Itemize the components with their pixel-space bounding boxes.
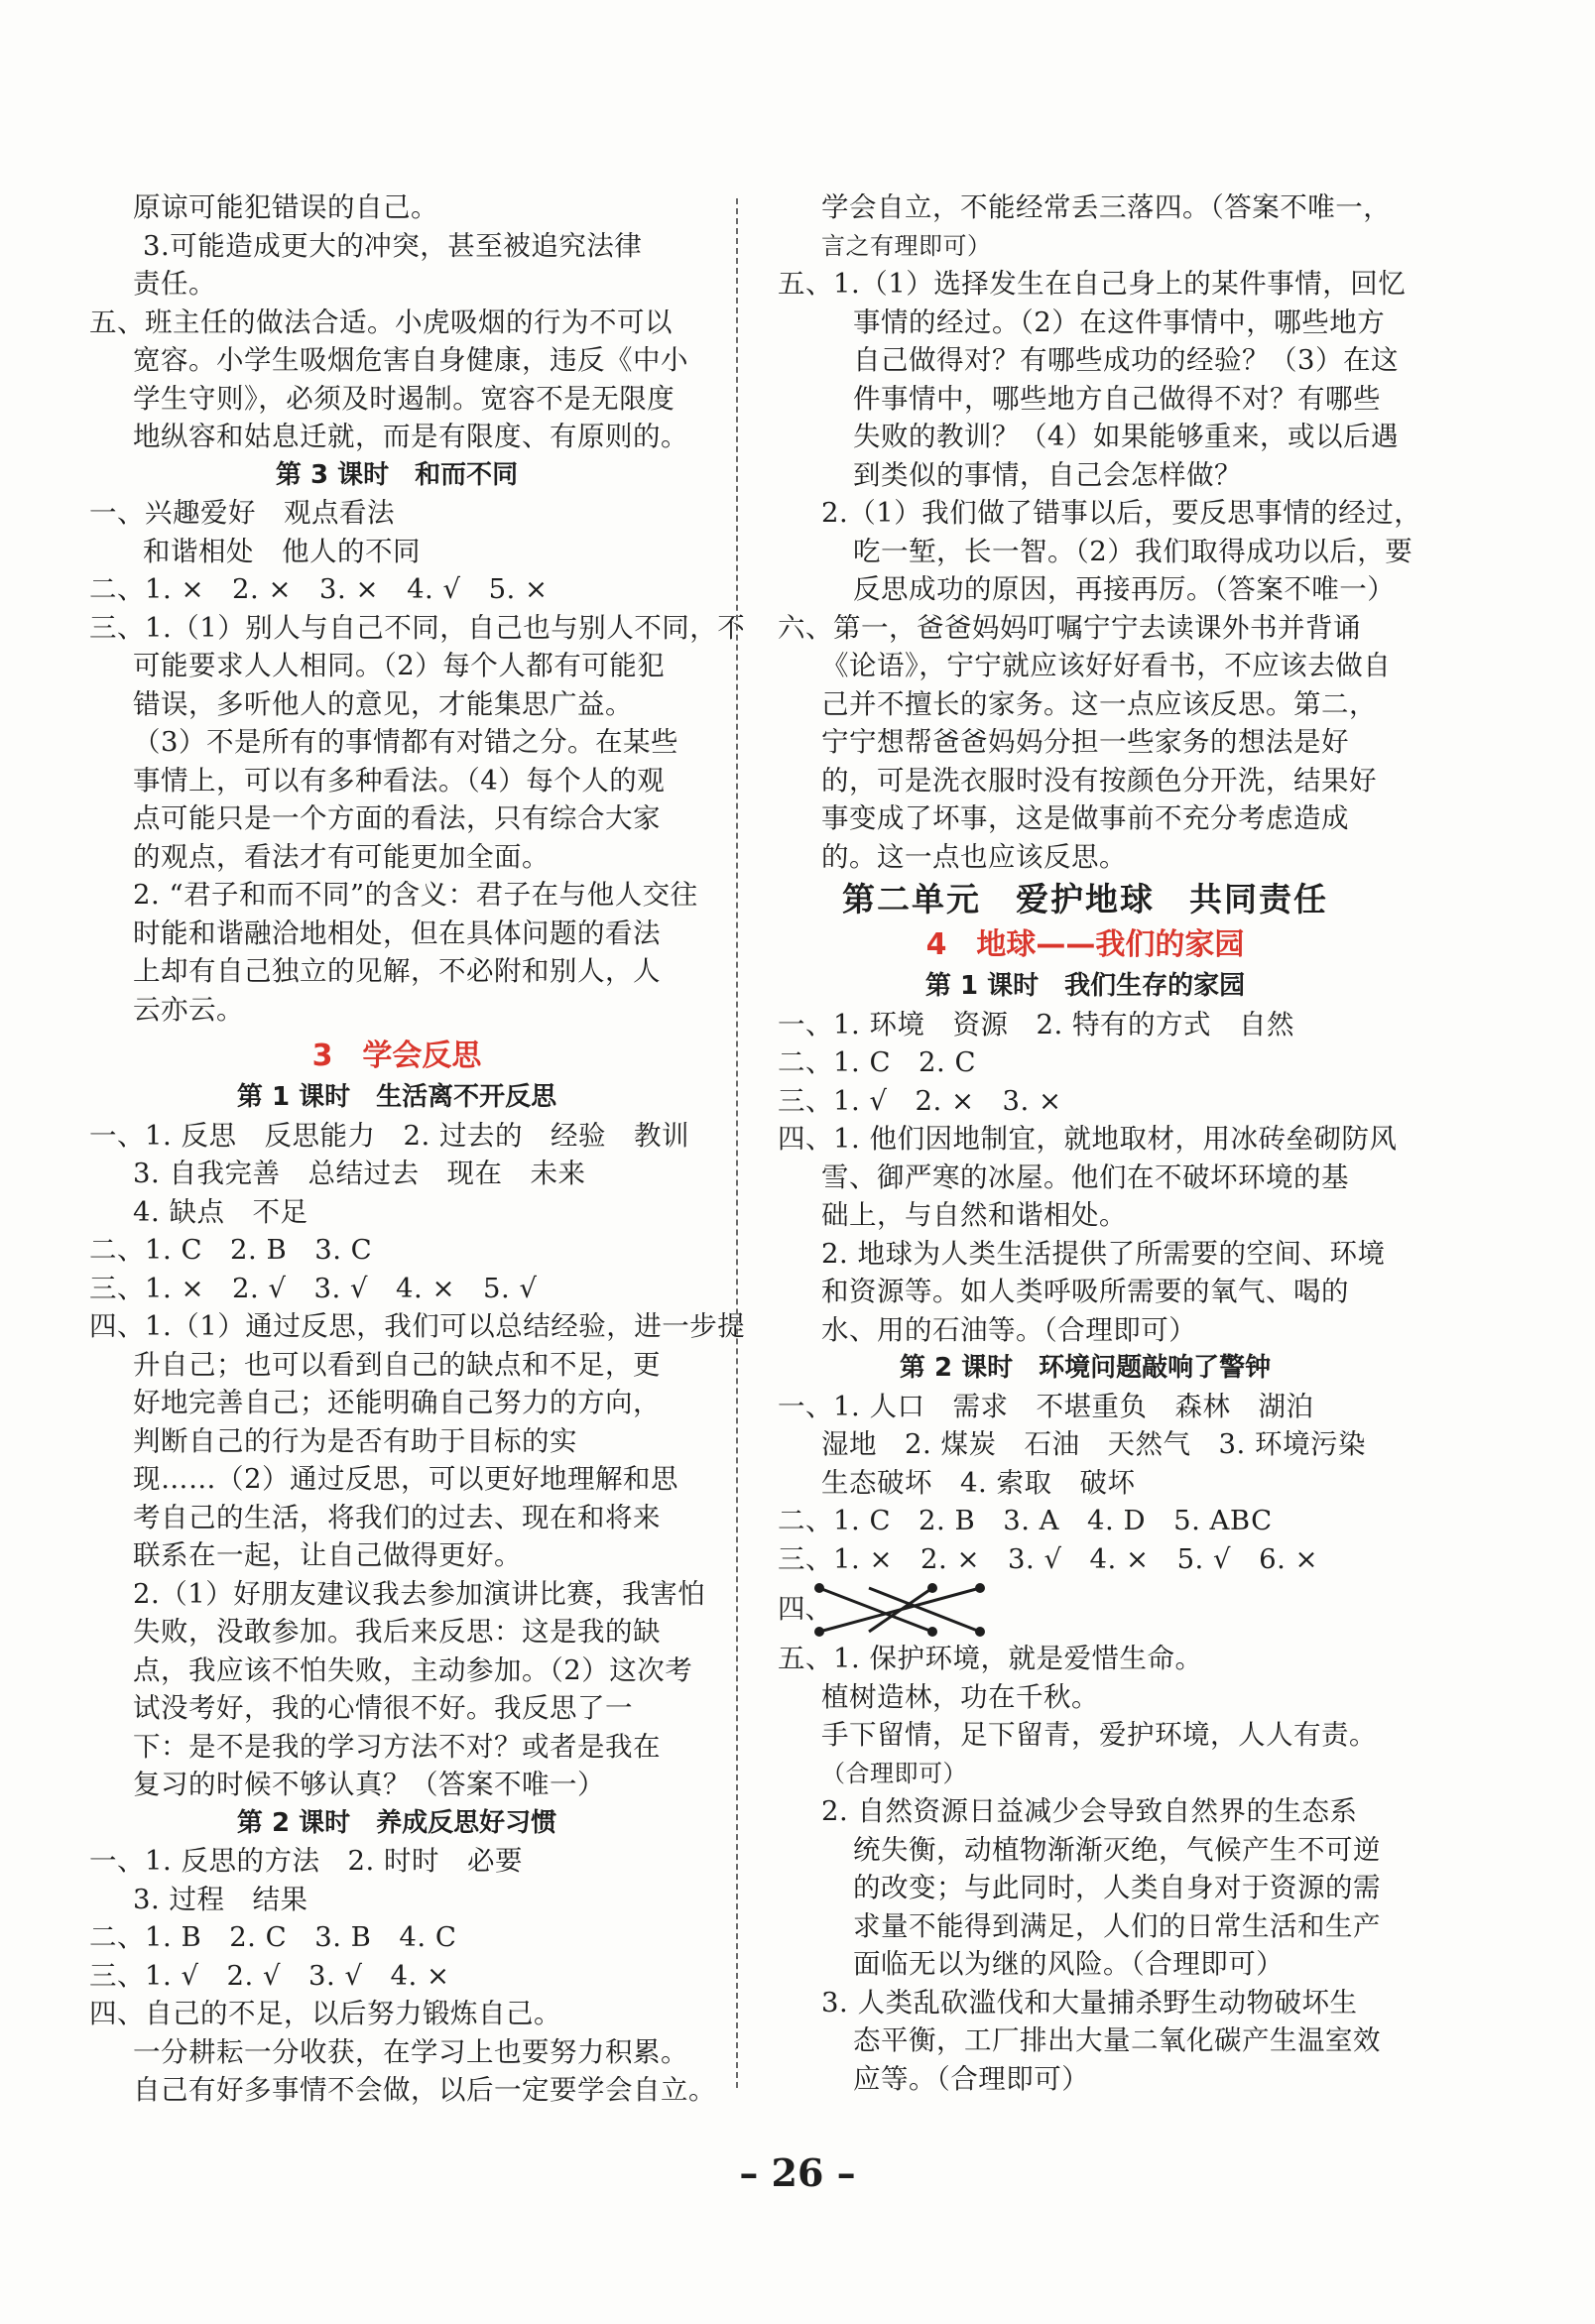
text-line: 吃一堑，长一智。（2）我们取得成功以后，要 [853,535,1413,567]
text-line: 一、1. 人口 需求 不堪重负 森林 湖泊 [778,1390,1314,1422]
text-line: 判断自己的行为是否有助于目标的实 [133,1424,577,1457]
text-line: 一、兴趣爱好 观点看法 [89,497,395,529]
lesson-heading: 第 2 课时 环境问题敲响了警钟 [899,1353,1272,1383]
text-line: 2. 地球为人类生活提供了所需要的空间、环境 [821,1237,1386,1270]
text-line: 件事情中，哪些地方自己做得不对？有哪些 [853,382,1381,415]
text-line: 云亦云。 [133,993,244,1026]
left-column [89,188,746,2110]
text-line: 四、1.（1）通过反思，我们可以总结经验，进一步提 [89,1310,746,1342]
text-line: 三、1. × 2. √ 3. √ 4. × 5. √ [89,1272,538,1304]
text-line: 下：是不是我的学习方法不对？或者是我在 [133,1730,661,1763]
text-line: 三、1. × 2. × 3. √ 4. × 5. √ 6. × [778,1542,1319,1575]
match-dot [927,1627,937,1637]
text-line: 反思成功的原因，再接再厉。（答案不唯一） [853,573,1396,605]
text-line: 事变成了坏事，这是做事前不充分考虑造成 [821,802,1349,834]
text-line: 水、用的石油等。（合理即可） [821,1313,1197,1346]
text-line: 态平衡，工厂排出大量二氧化碳产生温室效 [853,2024,1381,2056]
text-line: 点，我应该不怕失败，主动参加。（2）这次考 [133,1653,693,1686]
text-line: 事情的经过。（2）在这件事情中，哪些地方 [853,306,1386,338]
question-5: 五、班主任的做法合适。小虎吸烟的行为不可以 [89,306,673,338]
text-line: 三、1.（1）别人与自己不同，自己也与别人不同，不 [89,611,746,644]
text-line: 应等。（合理即可） [853,2062,1090,2095]
text-line: 4. 缺点 不足 [133,1195,308,1228]
lesson-heading: 第 1 课时 生活离不开反思 [236,1082,557,1112]
match-dot [927,1583,937,1593]
text-line: 求量不能得到满足，人们的日常生活和生产 [853,1909,1381,1942]
text-line: 五、1. 保护环境，就是爱惜生命。 [778,1643,1203,1674]
text-line: 自己做得对？有哪些成功的经验？（3）在这 [853,344,1399,376]
text-line: 湿地 2. 煤炭 石油 天然气 3. 环境污染 [821,1428,1366,1460]
text-line: 考自己的生活，将我们的过去、现在和将来 [133,1501,661,1533]
text-line: 错误，多听他人的意见，才能集思广益。 [133,687,633,720]
text-line: 自己有好多事情不会做，以后一定要学会自立。 [133,2074,716,2106]
text-line: 复习的时候不够认真？（答案不唯一） [133,1769,605,1800]
text-line: 现……（2）通过反思，可以更好地理解和思 [133,1463,678,1495]
match-dot [814,1583,824,1593]
text-line: 五、1.（1）选择发生在自己身上的某件事情，回忆 [778,268,1407,300]
text-line: 原谅可能犯错误的自己。 [133,191,438,223]
question-4-label: 四、 [778,1593,832,1625]
text-line: 试没考好，我的心情很不好。我反思了一 [133,1692,633,1724]
text-line: 植树造林，功在千秋。 [821,1680,1099,1713]
text-line: 的改变；与此同时，人类自身对于资源的需 [853,1872,1381,1903]
text-line: 失败，没敢参加。我后来反思：这是我的缺 [133,1616,661,1648]
text-line: 《论语》，宁宁就应该好好看书，不应该去做自 [821,650,1392,681]
text-line: 的。这一点也应该反思。 [821,840,1127,873]
text-line: 3.可能造成更大的冲突，甚至被追究法律 [143,229,643,262]
text-line: （3）不是所有的事情都有对错之分。在某些 [133,726,678,758]
text-line: 事情上，可以有多种看法。（4）每个人的观 [133,764,666,796]
text-line: 二、1. C 2. C [778,1046,977,1078]
text-line: 统失衡，动植物渐渐灭绝，气候产生不可逆 [853,1833,1381,1866]
text-line: 责任。 [133,268,216,300]
text-line: 生态破坏 4. 索取 破坏 [821,1466,1136,1499]
text-line: 一、1. 反思的方法 2. 时时 必要 [89,1845,523,1877]
text-line: 己并不擅长的家务。这一点应该反思。第二， [821,687,1377,720]
text-line: 二、1. B 2. C 3. B 4. C [89,1921,457,1953]
text-line: 和谐相处 他人的不同 [143,535,421,567]
text-line: （合理即可） [821,1759,967,1787]
text-line: 到类似的事情，自己会怎样做？ [853,458,1242,491]
chapter-heading: 3 学会反思 [311,1039,482,1073]
text-line: 点可能只是一个方面的看法，只有综合大家 [133,802,661,834]
column-divider [736,198,738,2088]
text-line: 的观点，看法才有可能更加全面。 [133,840,550,873]
match-dot [975,1583,985,1593]
text-line: 础上，与自然和谐相处。 [821,1199,1127,1231]
text-line: 3. 自我完善 总结过去 现在 未来 [133,1158,586,1189]
unit-heading: 第二单元 爱护地球 共同责任 [842,880,1328,918]
text-line: 的，可是洗衣服时没有按颜色分开洗，结果好 [821,764,1377,796]
text-line: 升自己；也可以看到自己的缺点和不足，更 [133,1348,661,1381]
text-line: 三、1. √ 2. × 3. × [778,1084,1062,1117]
text-line: 失败的教训？（4）如果能够重来，或以后遇 [853,421,1399,452]
text-line: 宁宁想帮爸爸妈妈分担一些家务的想法是好 [821,726,1349,758]
text-line: 好地完善自己；还能明确自己努力的方向， [133,1387,661,1418]
match-dot [814,1627,824,1637]
text-line: 二、1. C 2. B 3. A 4. D 5. ABC [778,1505,1273,1536]
text-line: 四、自己的不足，以后努力锻炼自己。 [89,1998,561,2029]
text-line: 和资源等。如人类呼吸所需要的氧气、喝的 [821,1276,1349,1307]
text-line: 雪、御严寒的冰屋。他们在不破坏环境的基 [821,1161,1349,1193]
text-line: 2. 自然资源日益减少会导致自然界的生态系 [821,1795,1358,1827]
matching-diagram [778,1578,1393,1640]
lesson-heading: 第 1 课时 我们生存的家园 [924,971,1246,1001]
text-line: 2.（1）我们做了错事以后，要反思事情的经过， [821,497,1422,529]
text-line: 面临无以为继的风险。（合理即可） [853,1948,1285,1980]
text-line: 三、1. √ 2. √ 3. √ 4. × [89,1959,450,1992]
match-dot [975,1627,985,1637]
page-number: – 26 – [739,2150,856,2195]
text-line: 一分耕耘一分收获，在学习上也要努力积累。 [133,2035,688,2068]
text-line: 二、1. × 2. × 3. × 4. √ 5. × [89,573,549,605]
text-line: 二、1. C 2. B 3. C [89,1234,373,1266]
text-line: 学会自立，不能经常丢三落四。（答案不唯一， [821,191,1392,223]
text-line: 地纵容和姑息迁就，而是有限度、有原则的。 [133,421,688,452]
right-column [778,188,1422,2098]
chapter-heading: 4 地球——我们的家园 [925,927,1245,962]
text-line: 2.（1）好朋友建议我去参加演讲比赛，我害怕 [133,1577,706,1610]
text-line: 学生守则》，必须及时遏制。宽容不是无限度 [133,382,675,415]
lesson-heading: 第 3 课时 和而不同 [275,459,519,490]
text-line: 手下留情，足下留青，爱护环境，人人有责。 [821,1719,1377,1751]
text-line: 3. 人类乱砍滥伐和大量捕杀野生动物破坏生 [821,1986,1358,2018]
text-line: 时能和谐融洽地相处，但在具体问题的看法 [133,917,661,949]
text-line: 宽容。小学生吸烟危害自身健康，违反《中小 [133,344,688,376]
text-line: 六、第一，爸爸妈妈叮嘱宁宁去读课外书并背诵 [778,611,1361,644]
text-line: 联系在一起，让自己做得更好。 [133,1539,522,1571]
text-line: 一、1. 反思 反思能力 2. 过去的 经验 教训 [89,1119,689,1152]
text-line: 上却有自己独立的见解，不必附和别人，人 [133,955,661,987]
text-line: 可能要求人人相同。（2）每个人都有可能犯 [133,650,666,681]
text-line: 言之有理即可） [821,231,992,260]
text-line: 3. 过程 结果 [133,1883,308,1915]
lesson-heading: 第 2 课时 养成反思好习惯 [236,1807,557,1838]
text-line: 一、1. 环境 资源 2. 特有的方式 自然 [778,1008,1294,1040]
text-line: 四、1. 他们因地制宜，就地取材，用冰砖垒砌防风 [778,1123,1398,1155]
text-line: 2. “君子和而不同”的含义：君子在与他人交往 [133,879,698,911]
matching-lines-icon [813,1578,1012,1640]
